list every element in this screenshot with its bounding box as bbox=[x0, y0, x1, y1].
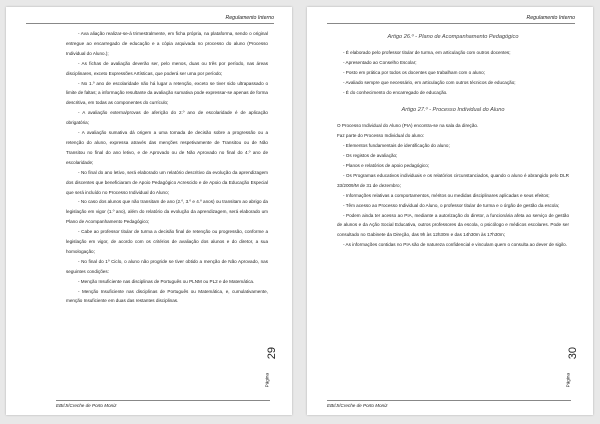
article-title: Artigo 26.º - Plano de Acompanhamento Pedagógico bbox=[387, 34, 519, 40]
footer-rule bbox=[327, 400, 571, 401]
page-number-value: 29 bbox=[266, 347, 278, 360]
header-rule bbox=[26, 23, 274, 24]
page-word: Página bbox=[565, 373, 570, 388]
list-item: - Podem ainda ter acesso ao PIA, mediante a autorização do diretor, a funcionária afeta ao serviço de gestão de alunos e da Ação Social Educativa, outros professores da escola, o psicólogo e médicos escolares. Pode ser consultado no Gabinete da Direção, das 9h às 12h30m e das 14h30m às 17h30m; bbox=[337, 212, 569, 238]
page-footer: EBI/JI/Creche de Porto Moniz bbox=[56, 403, 117, 408]
paragraph: - A avaliação sumativa dá origem a uma tomada de decisão sobre a progressão ou a retenção do aluno, expressa através das menções respetivamente de Transitou ou de Não Transitou no final do ano letivo, e de Aprovado ou de Não Aprovado no final do 4.º ano de escolaridade; bbox=[66, 130, 268, 165]
list-item: - Elementos fundamentais de identificação do aluno; bbox=[343, 143, 450, 149]
list-item: - Informações relativas a comportamentos, méritos ou medidas disciplinares aplicadas e seus efeitos; bbox=[343, 192, 550, 198]
page-left bbox=[6, 7, 292, 415]
page-number bbox=[260, 347, 278, 387]
list-item: - Avaliado sempre que necessário, em articulação com outros técnicos de educação; bbox=[343, 79, 516, 85]
page-footer: EBI/JI/Creche de Porto Moniz bbox=[327, 403, 388, 408]
page-number bbox=[561, 347, 579, 387]
paragraph: O Processo Individual do Aluno (PIA) encontra-se na sala da direção. bbox=[337, 123, 479, 129]
page-body bbox=[337, 33, 569, 250]
page-number-value: 30 bbox=[567, 347, 579, 360]
header-rule bbox=[327, 23, 575, 24]
list-item: - Apresentado ao Conselho Escolar; bbox=[343, 59, 417, 65]
footer-rule bbox=[56, 400, 270, 401]
paragraph: - No final do ano letivo, será elaborado um relatório descritivo da evolução da aprendizagem dos discentes que beneficiaram de Apoio Pedagógico Acrescido e de Apoio da Educação Especial que será incluído no Processo Individual do Aluno; bbox=[66, 169, 268, 195]
paragraph: - Ava aliação realizar-se-á trimestralmente, em ficha própria, na plataforma, sendo o original entregue ao encarregado de educação e a cópia arquivada no processo do aluno (Processo Individual do Aluno.); bbox=[66, 31, 268, 56]
page-body bbox=[66, 29, 268, 306]
list-item: - É do conhecimento do encarregado de educação. bbox=[343, 89, 448, 95]
list-item: - Os registos de avaliação; bbox=[343, 153, 398, 159]
page-word: Página bbox=[264, 373, 269, 388]
list-item: - É elaborado pelo professor titular de turma, em articulação com outros docentes; bbox=[343, 49, 511, 55]
paragraph: - Menção Insuficiente nas disciplinas de Português ou PLNM ou PL2 e de Matemática. bbox=[78, 278, 255, 284]
paragraph: - No caso dos alunos que não transitam de ano (2.º, 3.º e 4.º anos) ou transitam ao abrigo da legislação em vigor (1.º ano), além do relatório da evolução da aprendizagem, será elaborado um Plano de Acompanhamento Pedagógico; bbox=[66, 199, 268, 225]
paragraph: - Menção Insuficiente nas disciplinas de Português ou Matemática, e, cumulativamente, menção Insuficiente em duas das restantes disciplinas. bbox=[66, 288, 268, 304]
list-item: - Planos e relatórios de apoio pedagógico; bbox=[343, 162, 430, 168]
list-item: - Posto em prática por todos os docentes que trabalham com o aluno; bbox=[343, 69, 485, 75]
paragraph: - As fichas de avaliação deverão ser, pelo menos, duas ou três por período, nas áreas disciplinares, exceto Expressões Artísticas, que poderá ser uma por período; bbox=[66, 60, 268, 76]
page-header: Regulamento Interno bbox=[526, 15, 575, 21]
paragraph: - A avaliação externa/provas de aferição do 2.º ano de escolaridade é de aplicação obrigatória; bbox=[66, 110, 268, 126]
page-header: Regulamento Interno bbox=[225, 15, 274, 21]
list-item: - As informações contidas no PIA são de natureza confidencial e vinculam quem o consulta ao dever de sigilo. bbox=[343, 242, 567, 248]
paragraph: - Cabe ao professor titular de turma a decisão final de retenção ou progressão, conforme a legislação em vigor, de acordo com os critérios de avaliação dos alunos e do diretor, a sua homologação; bbox=[66, 229, 268, 254]
paragraph: Faz parte do Processo Individual do aluno: bbox=[337, 133, 425, 139]
page-right bbox=[307, 7, 593, 415]
paragraph: - No 1.º ano de escolaridade não há lugar a retenção, exceto se tiver sido ultrapassado o limite de faltas; a informação resultante da avaliação sumativa pode expressar-se apenas de forma descritiva, em todas as componentes do currículo; bbox=[66, 80, 268, 106]
paragraph: - No final do 1º Ciclo, o aluno não progride se tiver obtido a menção de Não Aprovado, nas seguintes condições: bbox=[66, 258, 268, 274]
article-title: Artigo 27.º - Processo Individual do Aluno bbox=[401, 107, 505, 114]
list-item: - Têm acesso ao Processo Individual do Aluno, o professor titular de turma e o órgão de gestão da escola; bbox=[343, 202, 560, 208]
list-item: - Os Programas educativos individuais e os relatórios circunstanciados, quando o aluno é abrangido pelo DLR 33/2009/M de 31 de dezembro; bbox=[337, 172, 569, 188]
